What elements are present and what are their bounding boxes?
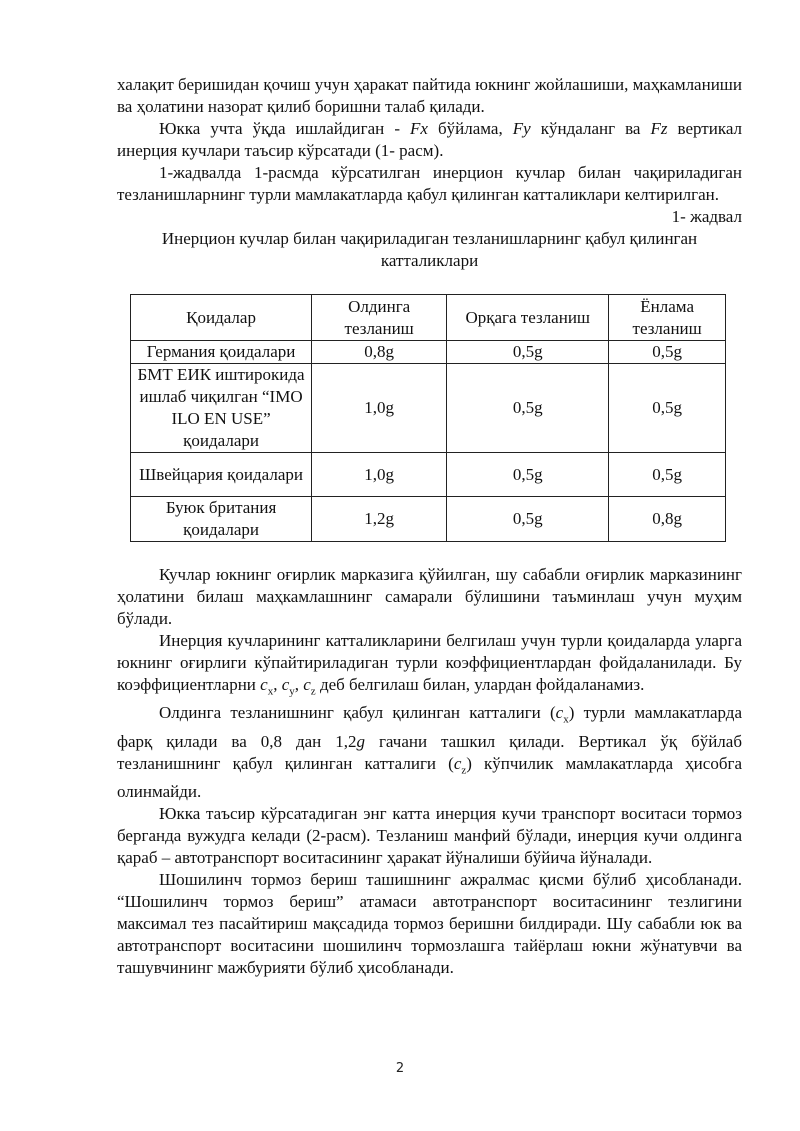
paragraph-2: Юкка учта ўқда ишлайдиган - Fx бўйлама, Fy кўндаланг ва Fz вертикал инерция кучлари таъсир кўрсатади (1- расм). <box>117 119 742 160</box>
document-page <box>117 74 742 979</box>
cell-rules: Швейцария қоидалари <box>131 453 312 497</box>
page-number: 2 <box>395 1061 405 1076</box>
paragraph-7: Юкка таъсир кўрсатадиган энг катта инерция кучи транспорт воситаси тормоз берганда вужудга келади (2-расм). Тезланиш манфий бўлади, инерция кучи олдинга қараб – автотранспорт воситасининг ҳаракат йўналиши бўйича йўналади. <box>117 804 742 868</box>
cell-backward: 0,5g <box>447 453 609 497</box>
table-header-row <box>131 295 726 341</box>
cell-rules: Германия қоидалари <box>131 341 312 364</box>
paragraph-8: Шошилинч тормоз бериш ташишнинг ажралмас қисми бўлиб ҳисобланади. “Шошилинч тормоз бериш” атамаси автотранспорт воситасининг тезлигини максимал тез пасайтириш мақсадида тормоз беришни билдиради. Шу сабабли юк ва автотранспорт воситасини шошилинч тормозлашга тайёрлаш юкни жўнатувчи ва ташувчининг мажбурияти бўлиб ҳисобланади. <box>117 870 742 978</box>
paragraph-5: Инерция кучларининг катталикларини белгилаш учун турли қоидаларда уларга юкнинг оғирлиги кўпайтириладиган турли коэффициентлардан фойдаланилади. Бу коэффициентларни $c_x$, $c_y$, $c_z$ деб белгилаш билан, улардан фойдаланамиз. <box>117 631 742 698</box>
cell-rules: Буюк британия қоидалари <box>131 497 312 542</box>
header-rules: Қоидалар <box>131 295 312 341</box>
cell-lateral: 0,8g <box>609 497 726 542</box>
cell-backward: 0,5g <box>447 497 609 542</box>
cell-backward: 0,5g <box>447 341 609 364</box>
cell-lateral: 0,5g <box>609 364 726 453</box>
table-row <box>131 453 726 497</box>
paragraph-3: 1-жадвалда 1-расмда кўрсатилган инерцион кучлар билан чақириладиган тезланишларнинг турли мамлакатларда қабул қилинган катталиклари келтирилган. <box>117 163 742 204</box>
cell-forward: 0,8g <box>312 341 447 364</box>
table-label: 1- жадвал <box>671 207 742 226</box>
cell-lateral: 0,5g <box>609 453 726 497</box>
paragraph-1: халақит беришидан қочиш учун ҳаракат пайтида юкнинг жойлашиши, маҳкамланиши ва ҳолатини назорат қилиб боришни талаб қилади. <box>117 75 742 116</box>
cell-backward: 0,5g <box>447 364 609 453</box>
header-forward: Олдинга тезланиш <box>312 295 447 341</box>
table-row <box>131 497 726 542</box>
cell-forward: 1,0g <box>312 364 447 453</box>
header-lateral: Ёнлама тезланиш <box>609 295 726 341</box>
cell-lateral: 0,5g <box>609 341 726 364</box>
table-row <box>131 341 726 364</box>
acceleration-table <box>130 294 726 542</box>
table-row <box>131 364 726 453</box>
cell-forward: 1,0g <box>312 453 447 497</box>
paragraph-6: Олдинга тезланишнинг қабул қилинган катталиги $(c_x)$ турли мамлакатларда фарқ қилади ва 0,8 дан 1,2g гачани ташкил қилади. Вертикал ўқ бўйлаб тезланишнинг қабул қилинган катталиги $(c_z)$ кўпчилик мамлакатларда ҳисобга олинмайди. <box>117 703 743 802</box>
paragraph-4: Кучлар юкнинг оғирлик марказига қўйилган, шу сабабли оғирлик марказининг ҳолатини билаш маҳкамлашнинг самарали бўлишини таъминлаш учун муҳим бўлади. <box>117 565 742 628</box>
header-backward: Орқага тезланиш <box>447 295 609 341</box>
cell-forward: 1,2g <box>312 497 447 542</box>
table-caption: Инерцион кучлар билан чақириладиган тезланишларнинг қабул қилинган катталиклари <box>161 229 698 270</box>
cell-rules: БМТ ЕИК иштирокида ишлаб чиқилган “IMO ILO EN USE” қоидалари <box>131 364 312 453</box>
